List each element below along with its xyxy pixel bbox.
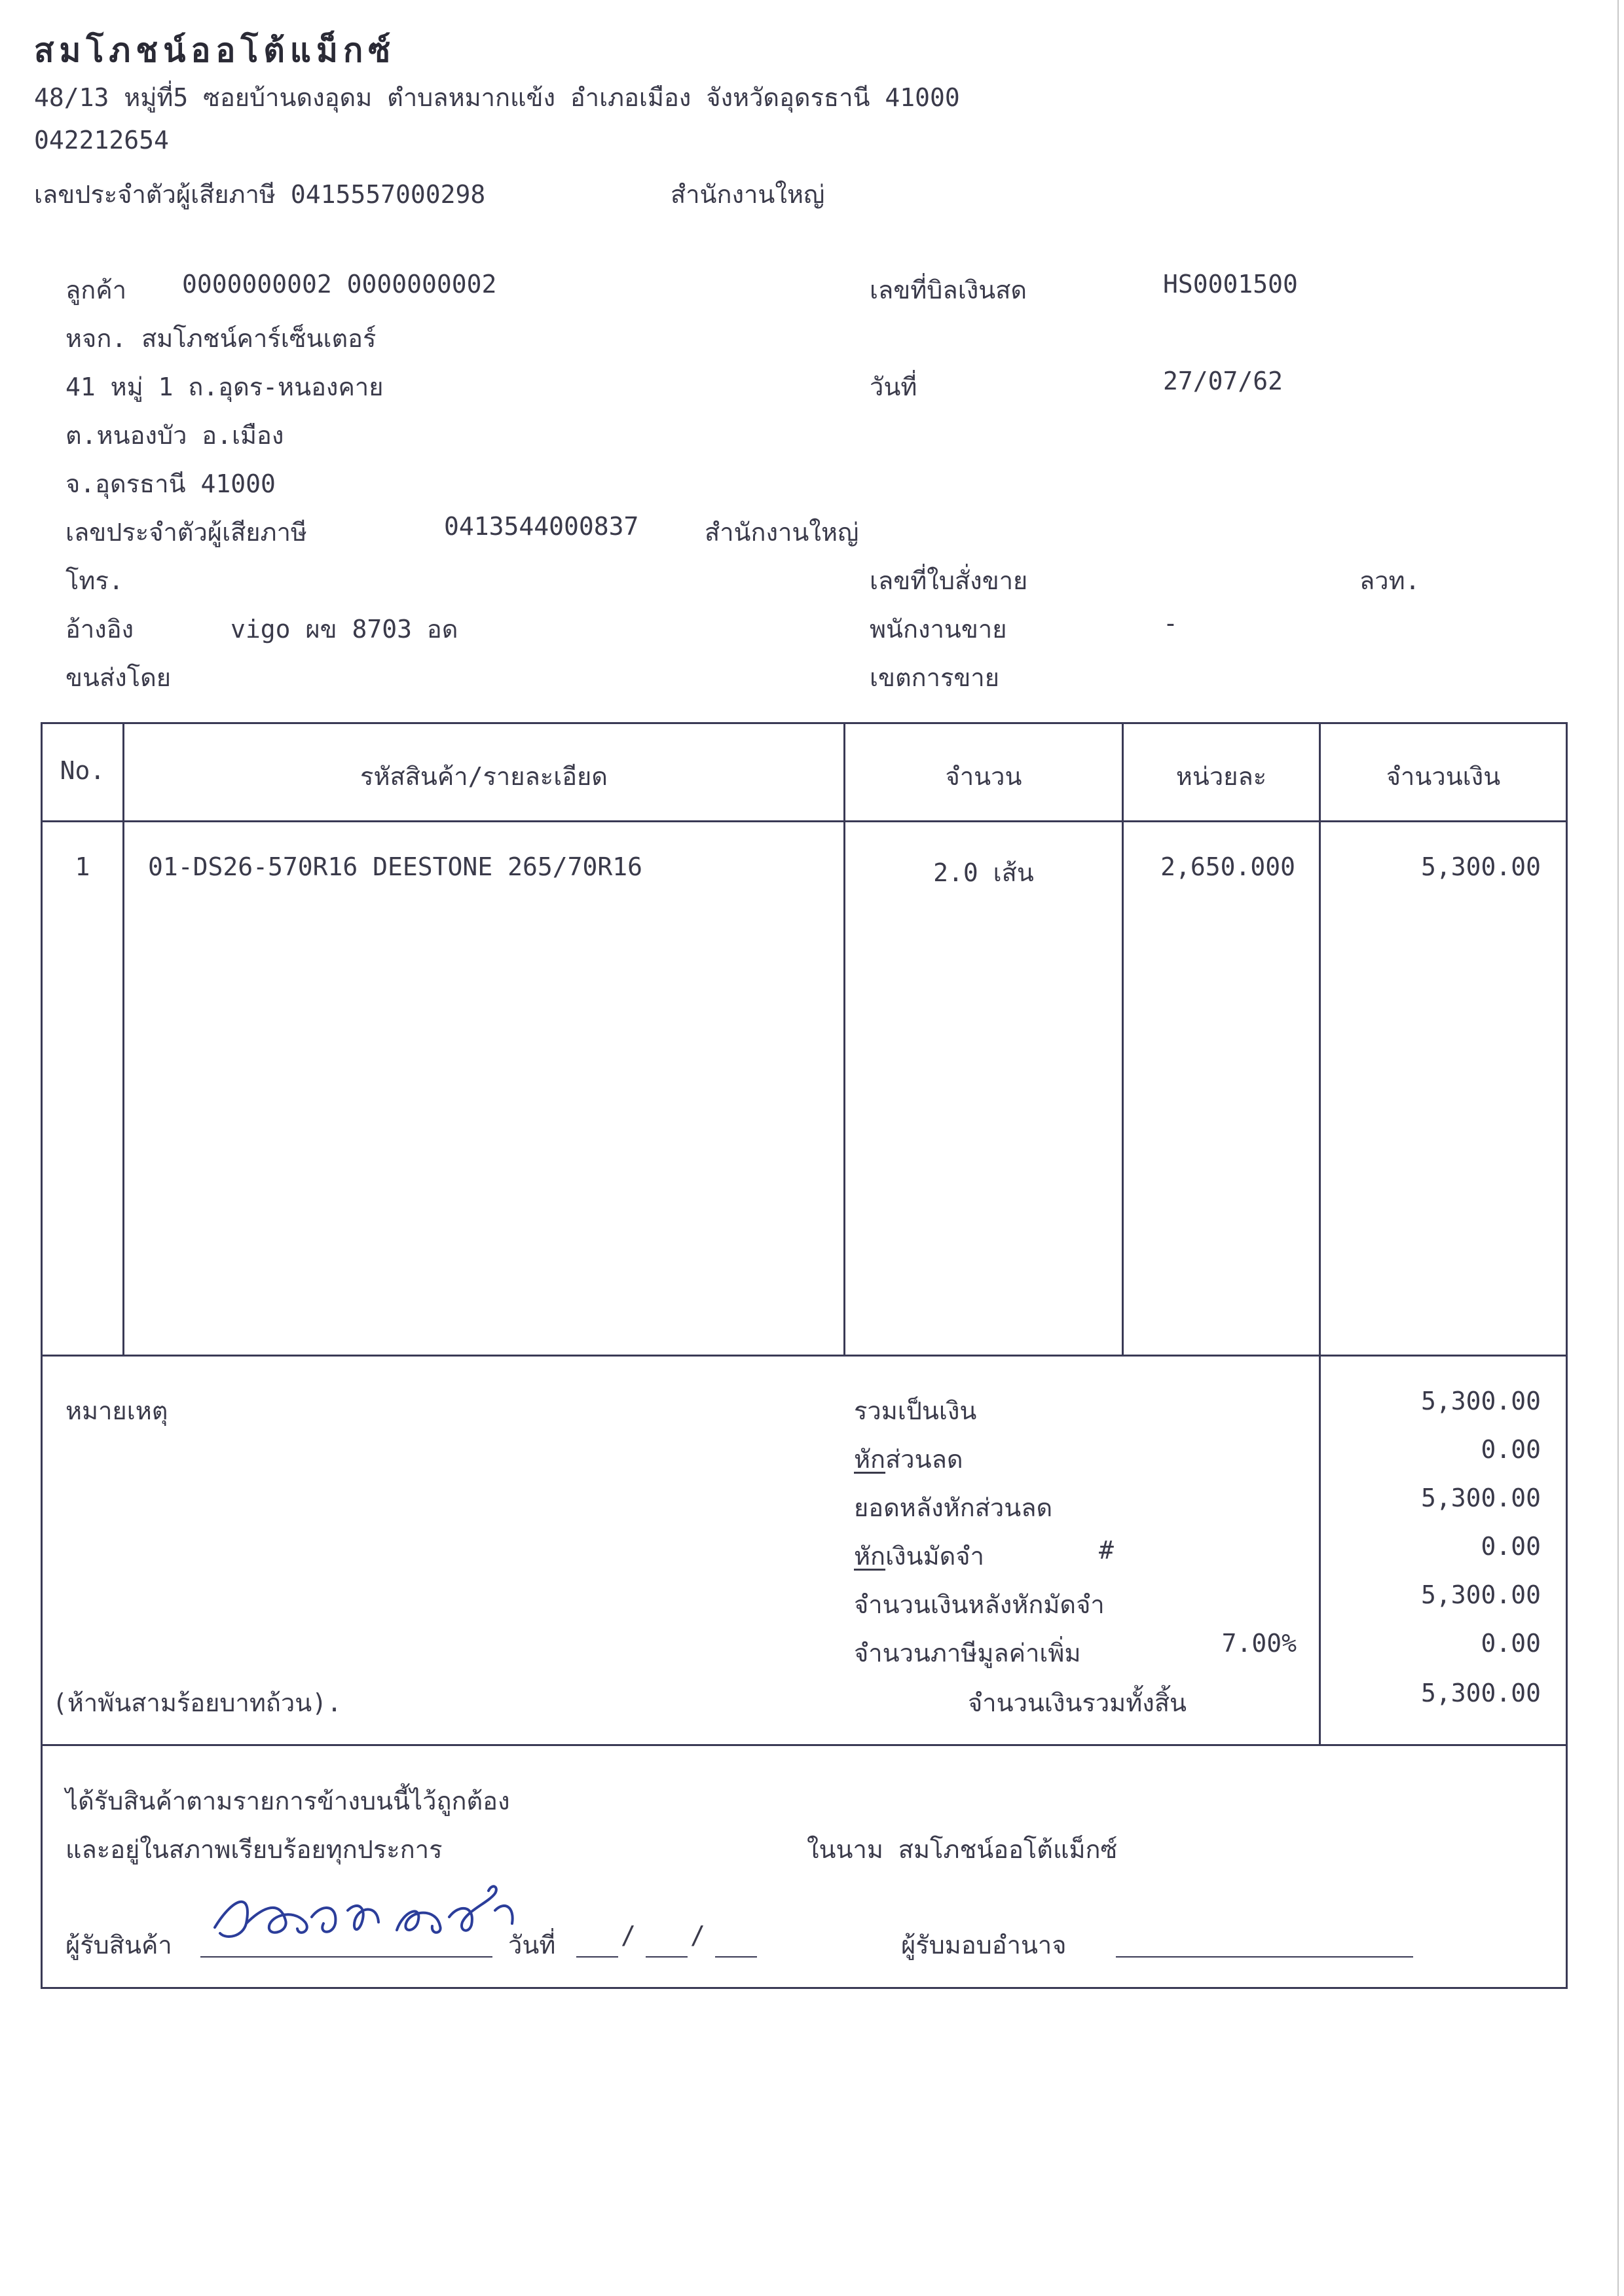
customer-address-1: 41 หมู่ 1 ถ.อุดร-หนองคาย xyxy=(65,373,384,401)
row-description: 01-DS26-570R16 DEESTONE 265/70R16 xyxy=(148,852,642,881)
bill-no-value: HS0001500 xyxy=(1163,270,1298,299)
customer-branch: สำนักงานใหญ่ xyxy=(705,518,859,547)
row-unit-price: 2,650.000 xyxy=(1160,852,1295,881)
receive-date-year xyxy=(715,1956,757,1958)
receiver-label: ผู้รับสินค้า xyxy=(65,1931,172,1959)
company-branch: สำนักงานใหญ่ xyxy=(671,180,825,209)
row-quantity: 2.0 เส้น xyxy=(933,858,1034,887)
discount-prefix: หัก xyxy=(854,1445,886,1474)
bill-date-value: 27/07/62 xyxy=(1163,367,1283,395)
customer-tax-label: เลขประจำตัวผู้เสียภาษี xyxy=(65,518,307,547)
salesman-label: พนักงานขาย xyxy=(870,615,1007,644)
company-address: 48/13 หมู่ที่5 ซอยบ้านดงอุดม ตำบลหมากแข้ง อำเภอเมือง จังหวัดอุดรธานี 41000 xyxy=(34,83,960,112)
col-header-quantity: จำนวน xyxy=(945,762,1022,791)
authorized-label: ผู้รับมอบอำนาจ xyxy=(901,1931,1067,1959)
discount-text: ส่วนลด xyxy=(885,1445,963,1474)
amount-in-words: (ห้าพันสามร้อยบาทถ้วน). xyxy=(52,1688,342,1717)
received-note-line-2: และอยู่ในสภาพเรียบร้อยทุกประการ xyxy=(65,1835,443,1864)
sales-order-value: ลวท. xyxy=(1359,566,1420,595)
vat-value: 0.00 xyxy=(1481,1629,1541,1658)
deposit-value: 0.00 xyxy=(1481,1532,1541,1561)
deposit-prefix: หัก xyxy=(854,1542,886,1571)
salesman-value: - xyxy=(1163,609,1178,638)
customer-phone-label: โทร. xyxy=(65,566,124,595)
col-header-amount: จำนวนเงิน xyxy=(1386,762,1501,791)
col-header-no: No. xyxy=(60,756,105,785)
subtotal-label: รวมเป็นเงิน xyxy=(854,1396,977,1425)
receiver-signature-line xyxy=(200,1956,492,1958)
page-edge xyxy=(1617,0,1619,2296)
vat-label: จำนวนภาษีมูลค่าเพิ่ม xyxy=(854,1639,1081,1667)
discount-label xyxy=(854,1439,963,1479)
customer-ship-label: ขนส่งโดย xyxy=(65,663,172,692)
customer-ref-value: vigo ผข 8703 อด xyxy=(231,615,458,644)
received-note-line-1: ได้รับสินค้าตามรายการข้างบนนี้ไว้ถูกต้อง xyxy=(65,1787,510,1815)
grand-total-label: จำนวนเงินรวมทั้งสิ้น xyxy=(968,1688,1187,1717)
bill-date-label: วันที่ xyxy=(870,373,917,401)
after-deposit-label: จำนวนเงินหลังหักมัดจำ xyxy=(854,1590,1105,1619)
customer-label: ลูกค้า xyxy=(65,276,127,304)
receive-date-sep-1: / xyxy=(621,1921,636,1950)
col-header-description: รหัสสินค้า/รายละเอียด xyxy=(360,762,608,791)
bill-no-label: เลขที่บิลเงินสด xyxy=(870,276,1027,304)
company-name: สมโภชน์ออโต้แม็กซ์ xyxy=(34,31,396,69)
after-discount-label: ยอดหลังหักส่วนลด xyxy=(854,1493,1053,1522)
deposit-text: เงินมัดจำ xyxy=(885,1542,984,1571)
remark-label: หมายเหตุ xyxy=(65,1396,168,1425)
receive-date-month xyxy=(646,1956,688,1958)
sales-area-label: เขตการขาย xyxy=(870,663,999,692)
receive-date-sep-2: / xyxy=(690,1921,705,1950)
receiver-signature xyxy=(207,1871,547,1956)
customer-address-2: ต.หนองบัว อ.เมือง xyxy=(65,421,284,450)
company-phone: 042212654 xyxy=(34,126,169,155)
customer-code: 0000000002 0000000002 xyxy=(182,270,497,299)
discount-value: 0.00 xyxy=(1481,1435,1541,1464)
customer-name: หจก. สมโภชน์คาร์เซ็นเตอร์ xyxy=(65,324,377,353)
customer-address-3: จ.อุดรธานี 41000 xyxy=(65,469,276,498)
after-discount-value: 5,300.00 xyxy=(1420,1484,1541,1512)
deposit-label xyxy=(854,1536,984,1576)
col-header-unit-price: หน่วยละ xyxy=(1175,762,1267,791)
deposit-mark: # xyxy=(1099,1536,1114,1565)
row-amount: 5,300.00 xyxy=(1420,852,1541,881)
sales-order-label: เลขที่ใบสั่งขาย xyxy=(870,566,1028,595)
customer-ref-label: อ้างอิง xyxy=(65,615,134,644)
receive-date-day xyxy=(576,1956,618,1958)
on-behalf-text: ในนาม สมโภชน์ออโต้แม็กซ์ xyxy=(807,1835,1118,1864)
authorized-signature-line xyxy=(1116,1956,1413,1958)
vat-rate: 7.00% xyxy=(1221,1629,1297,1658)
receive-date-label: วันที่ xyxy=(508,1931,556,1959)
subtotal-value: 5,300.00 xyxy=(1420,1387,1541,1415)
customer-tax-id: 0413544000837 xyxy=(444,512,639,541)
row-no: 1 xyxy=(75,852,90,881)
grand-total-value: 5,300.00 xyxy=(1420,1679,1541,1707)
after-deposit-value: 5,300.00 xyxy=(1420,1580,1541,1609)
company-tax-id: เลขประจำตัวผู้เสียภาษี 0415557000298 xyxy=(34,180,486,209)
